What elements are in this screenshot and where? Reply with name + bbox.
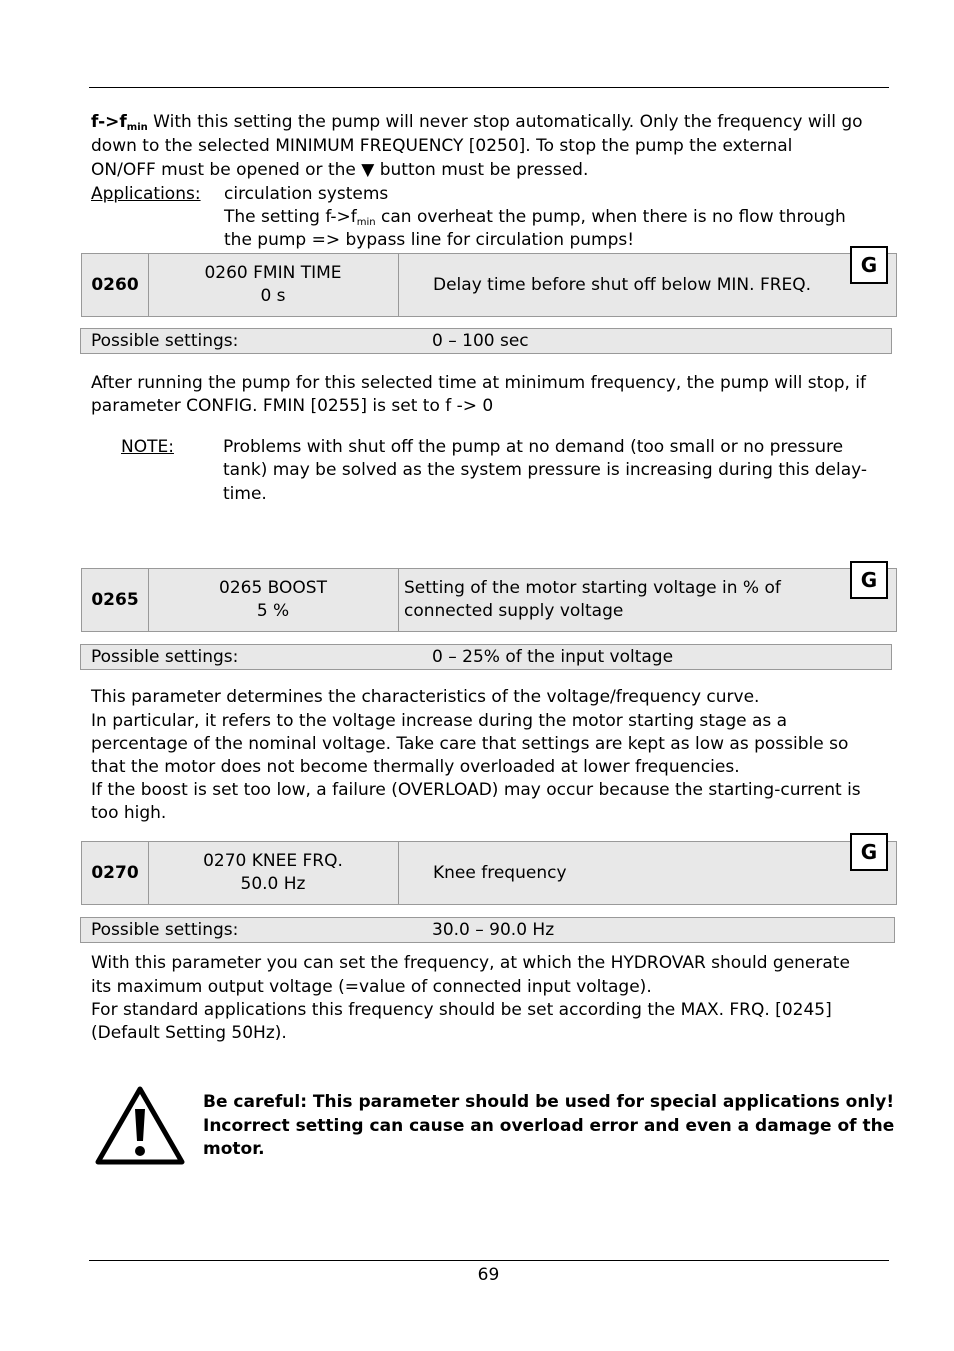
param-code: 0260 xyxy=(82,254,149,316)
param-0270-text-1: With this parameter you can set the frequency, at which the HYDROVAR should generate xyxy=(91,953,850,973)
param-description-line-2: connected supply voltage xyxy=(404,601,624,621)
param-table-0265 xyxy=(81,568,897,632)
warning-line-3: motor. xyxy=(203,1139,265,1159)
param-name-cell xyxy=(148,842,399,904)
param-description xyxy=(399,569,896,631)
app-line2-sub: min xyxy=(356,217,376,228)
note-label: NOTE: xyxy=(121,437,174,457)
possible-settings-label: Possible settings: xyxy=(91,647,239,667)
param-0265-text-4: that the motor does not become thermally overloaded at lower frequencies. xyxy=(91,757,740,777)
applications-line-1: circulation systems xyxy=(224,184,389,204)
intro-line-3: ON/OFF must be opened or the ▼ button must be pressed. xyxy=(91,160,589,180)
param-code: 0270 xyxy=(82,842,149,904)
app-line2-post: can overheat the pump, when there is no flow through xyxy=(375,207,846,227)
intro-line1-text: With this setting the pump will never stop automatically. Only the frequency will go xyxy=(147,112,863,132)
param-name-cell xyxy=(148,254,399,316)
intro-term-sub: min xyxy=(126,122,148,133)
possible-settings-label: Possible settings: xyxy=(91,331,239,351)
warning-line-2: Incorrect setting can cause an overload error and even a damage of the xyxy=(203,1116,895,1136)
possible-settings-0270 xyxy=(80,917,895,943)
param-0260-text-2: parameter CONFIG. FMIN [0255] is set to f -> 0 xyxy=(91,396,494,416)
param-name: 0265 BOOST xyxy=(219,578,327,598)
param-description-text: Delay time before shut off below MIN. FREQ. xyxy=(433,274,812,295)
group-badge: G xyxy=(850,246,888,284)
param-name: 0260 FMIN TIME xyxy=(204,263,342,283)
param-name-cell xyxy=(148,569,399,631)
param-table-0260 xyxy=(81,253,897,317)
param-0265-text-6: too high. xyxy=(91,803,167,823)
param-code: 0265 xyxy=(82,569,149,631)
param-0260-text-1: After running the pump for this selected time at minimum frequency, the pump will stop, if xyxy=(91,373,867,393)
possible-settings-value: 0 – 100 sec xyxy=(432,331,529,351)
footer-rule xyxy=(89,1260,889,1261)
param-description-text: Knee frequency xyxy=(433,862,567,883)
warning-triangle-icon xyxy=(94,1085,186,1167)
param-description xyxy=(399,842,896,904)
param-table-0270 xyxy=(81,841,897,905)
param-0265-text-3: percentage of the nominal voltage. Take care that settings are kept as low as possible so xyxy=(91,734,849,754)
possible-settings-label: Possible settings: xyxy=(91,920,239,940)
warning-line-1: Be careful: This parameter should be used for special applications only! xyxy=(203,1092,895,1112)
intro-line-2: down to the selected MINIMUM FREQUENCY [0250]. To stop the pump the external xyxy=(91,136,793,156)
param-0265-text-5: If the boost is set too low, a failure (OVERLOAD) may occur because the starting-current is xyxy=(91,780,861,800)
applications-line-3: the pump => bypass line for circulation pumps! xyxy=(224,230,635,250)
possible-settings-0265 xyxy=(80,644,892,670)
possible-settings-value: 0 – 25% of the input voltage xyxy=(432,647,674,667)
param-0270-text-2: its maximum output voltage (=value of connected input voltage). xyxy=(91,977,652,997)
header-rule xyxy=(89,87,889,88)
possible-settings-0260 xyxy=(80,328,892,354)
param-0265-text-1: This parameter determines the characteristics of the voltage/frequency curve. xyxy=(91,687,760,707)
note-line-3: time. xyxy=(223,484,267,504)
possible-settings-value: 30.0 – 90.0 Hz xyxy=(432,920,555,940)
app-line2-pre: The setting f->f xyxy=(224,207,357,227)
param-value: 0 s xyxy=(260,286,286,306)
param-name: 0270 KNEE FRQ. xyxy=(203,851,343,871)
param-description xyxy=(399,254,896,316)
group-badge: G xyxy=(850,561,888,599)
page-number: 69 xyxy=(477,1265,500,1285)
param-value: 50.0 Hz xyxy=(240,874,306,894)
param-0265-text-2: In particular, it refers to the voltage increase during the motor starting stage as a xyxy=(91,711,788,731)
param-0270-text-3: For standard applications this frequency should be set according the MAX. FRQ. [0245] xyxy=(91,1000,832,1020)
param-value: 5 % xyxy=(256,601,290,621)
intro-term: f->f xyxy=(91,112,127,132)
applications-label: Applications: xyxy=(91,184,201,204)
note-line-2: tank) may be solved as the system pressure is increasing during this delay- xyxy=(223,460,868,480)
param-0270-text-4: (Default Setting 50Hz). xyxy=(91,1023,287,1043)
param-description-line-1: Setting of the motor starting voltage in % of xyxy=(404,578,781,598)
note-line-1: Problems with shut off the pump at no demand (too small or no pressure xyxy=(223,437,844,457)
group-badge: G xyxy=(850,833,888,871)
